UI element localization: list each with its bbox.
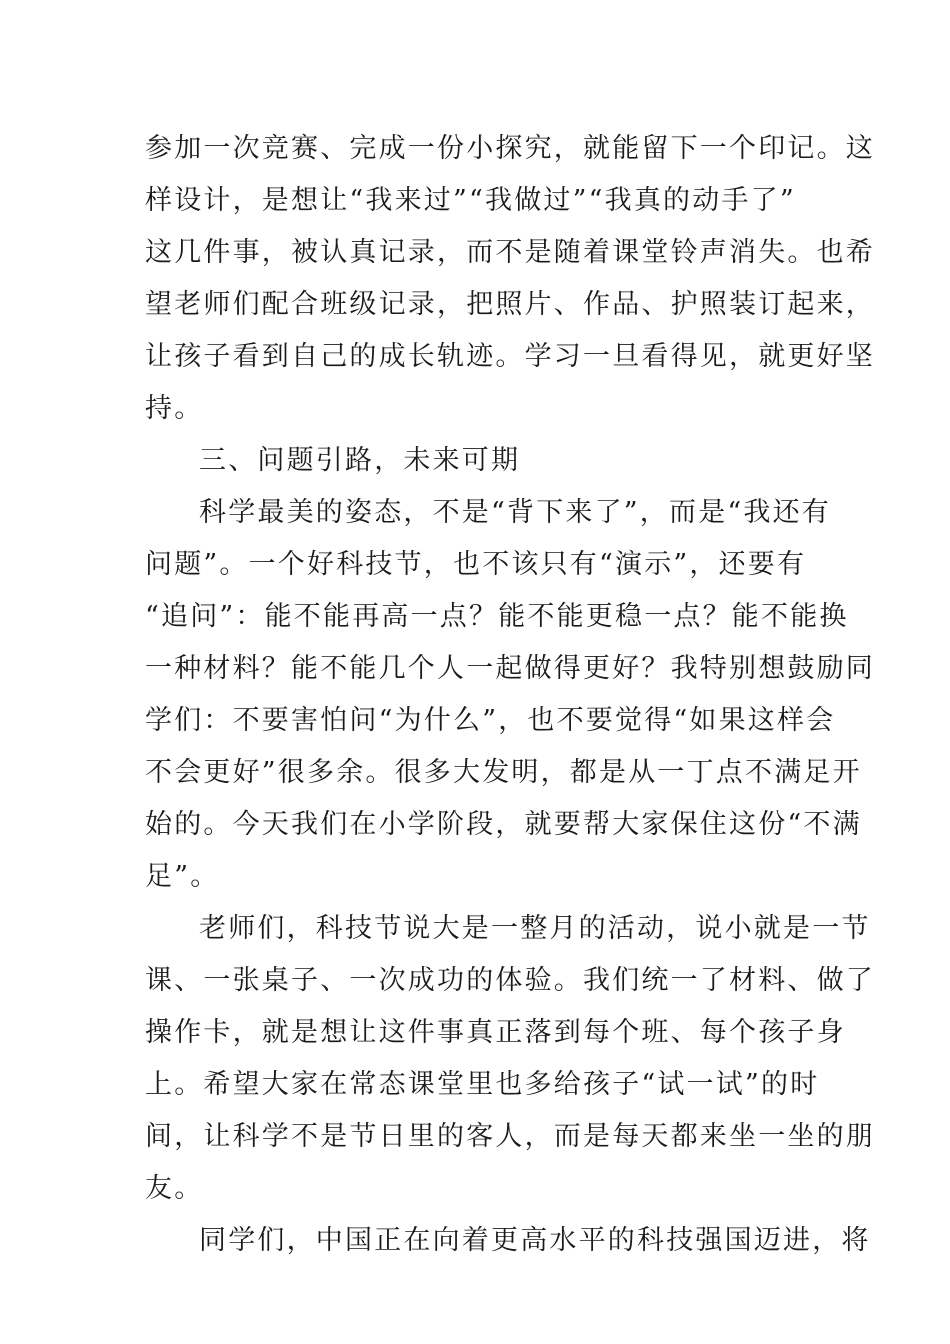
- text-line: 不会更好”很多余。很多大发明，都是从一丁点不满足开: [145, 757, 862, 788]
- body-text: [145, 123, 875, 1267]
- text-line: 让孩子看到自己的成长轨迹。学习一旦看得见，就更好坚: [145, 341, 875, 372]
- text-line: 足”。: [145, 861, 220, 892]
- text-line: 操作卡，就是想让这件事真正落到每个班、每个孩子身: [145, 1017, 846, 1048]
- paragraph-first-line: 老师们，科技节说大是一整月的活动，说小就是一节: [199, 913, 871, 944]
- text-line: 学们：不要害怕问“为什么”，也不要觉得“如果这样会: [145, 705, 836, 736]
- text-line: 课、一张桌子、一次成功的体验。我们统一了材料、做了: [145, 965, 875, 996]
- text-line: “追问”：能不能再高一点？能不能更稳一点？能不能换: [145, 601, 849, 632]
- text-line: 参加一次竞赛、完成一份小探究，就能留下一个印记。这: [145, 133, 875, 164]
- text-line: 间，让科学不是节日里的客人，而是每天都来坐一坐的朋: [145, 1121, 875, 1152]
- text-line: 上。希望大家在常态课堂里也多给孩子“试一试”的时: [145, 1069, 820, 1100]
- paragraph-first-line: 科学最美的姿态，不是“背下来了”，而是“我还有: [199, 497, 832, 528]
- paragraph-first-line: 同学们，中国正在向着更高水平的科技强国迈进，将: [199, 1225, 871, 1256]
- text-line: 问题”。一个好科技节，也不该只有“演示”，还要有: [145, 549, 807, 580]
- text-line: 一种材料？能不能几个人一起做得更好？我特别想鼓励同: [145, 653, 875, 684]
- text-line: 样设计，是想让“我来过”“我做过”“我真的动手了”: [145, 185, 796, 216]
- text-line: 始的。今天我们在小学阶段，就要帮大家保住这份“不满: [145, 809, 862, 840]
- text-line: 望老师们配合班级记录，把照片、作品、护照装订起来，: [145, 289, 875, 320]
- text-line: 友。: [145, 1173, 204, 1204]
- text-line: 持。: [145, 393, 204, 424]
- section-heading: 三、问题引路，未来可期: [199, 445, 521, 476]
- text-line: 这几件事，被认真记录，而不是随着课堂铃声消失。也希: [145, 237, 875, 268]
